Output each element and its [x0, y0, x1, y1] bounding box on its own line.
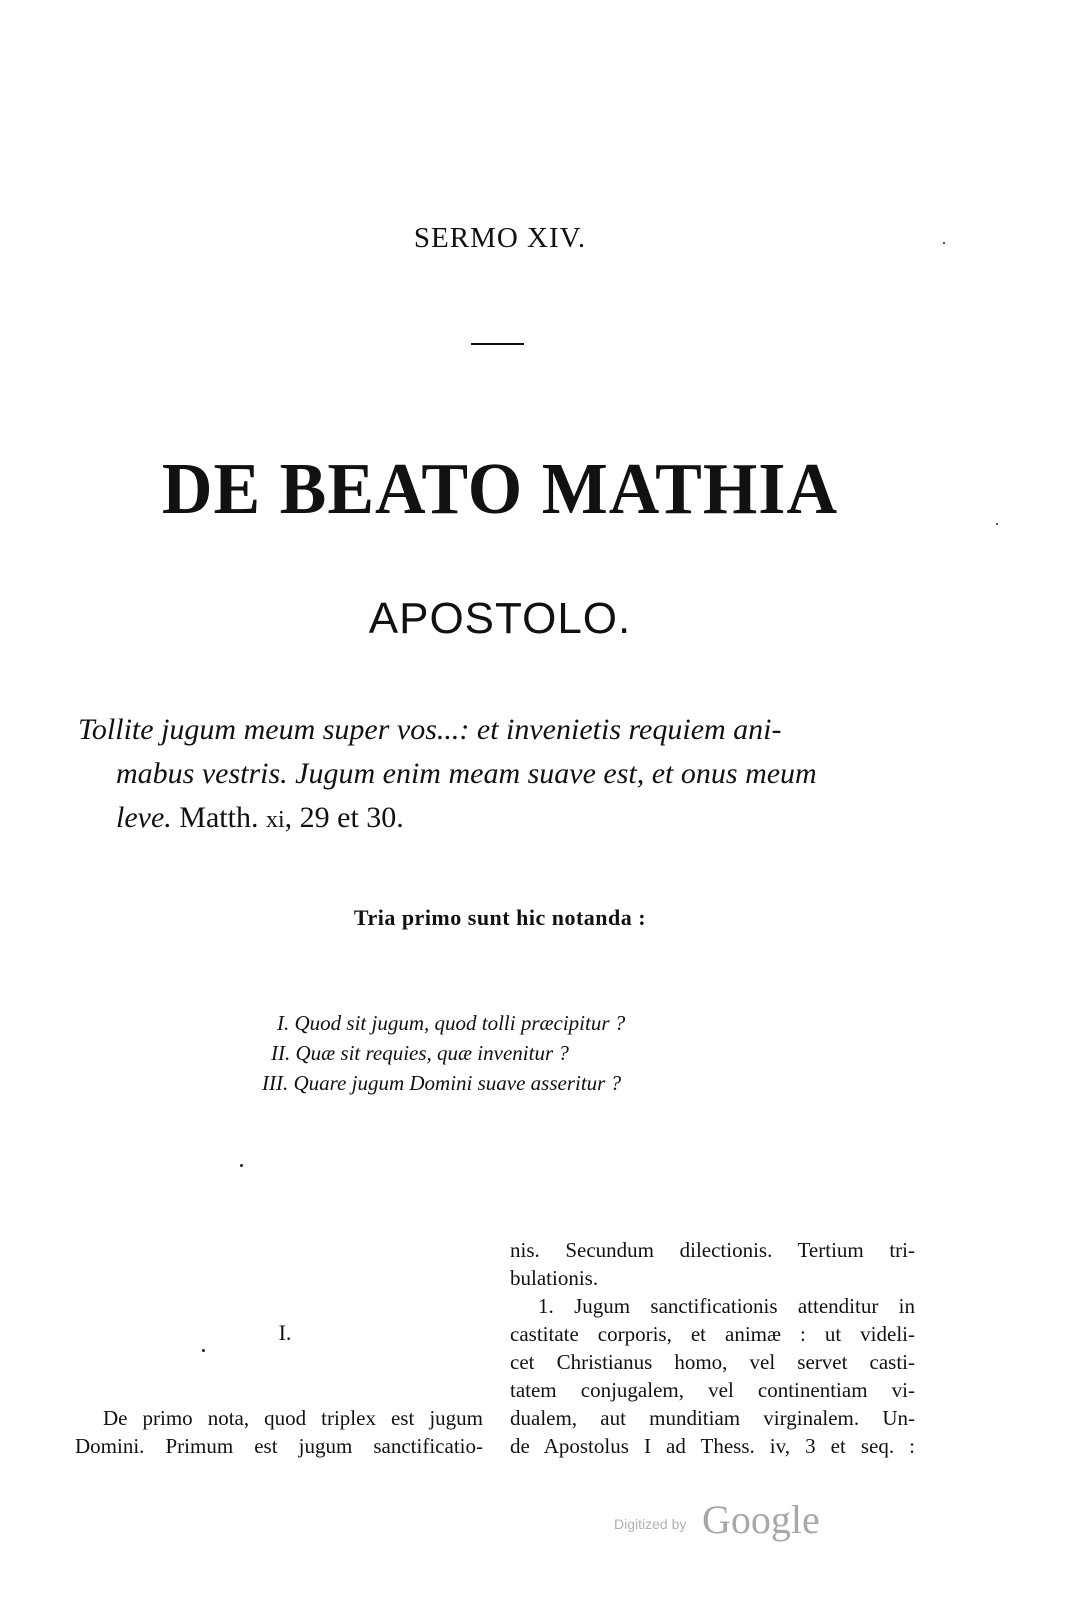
text-line: bulationis.: [510, 1266, 599, 1290]
text-line: nis. Secundum dilectionis. Tertium tri-: [510, 1238, 915, 1262]
scripture-verses: , 29 et 30.: [284, 801, 404, 834]
scripture-reference: Matth.: [171, 801, 266, 834]
epigraph-text: leve.: [116, 801, 172, 834]
left-column: [75, 1404, 483, 1460]
points-list: [0, 1008, 1000, 1098]
scan-speck: [240, 1164, 243, 1167]
scan-speck: [996, 523, 998, 525]
section-heading: I.: [278, 1320, 292, 1345]
right-column: [510, 1236, 915, 1460]
epigraph: [78, 708, 918, 842]
digitized-watermark: [614, 1498, 854, 1548]
text-line: tatem conjugalem, vel continentiam vi-: [510, 1378, 915, 1402]
text-line: De primo nota, quod triplex est jugum: [103, 1406, 483, 1430]
point-item: II. Quæ sit requies, quæ invenitur ?: [271, 1041, 569, 1065]
epigraph-text: Tollite jugum meum super vos...: et invenietis requiem ani-: [78, 713, 782, 746]
digitized-by-label: Digitized by: [614, 1516, 687, 1532]
divider-rule: [471, 343, 524, 345]
text-line: castitate corporis, et animæ : ut videli-: [510, 1322, 915, 1346]
scan-speck: [202, 1349, 205, 1352]
epigraph-text: mabus vestris. Jugum enim meam suave est, et onus meum: [116, 757, 817, 790]
scan-speck: [943, 242, 945, 244]
epigraph-line: [78, 752, 918, 796]
sermon-number: SERMO XIV.: [413, 222, 587, 254]
point-item: III. Quare jugum Domini suave asseritur ?: [262, 1071, 622, 1095]
google-logo: Google: [702, 1497, 820, 1542]
point-item: I. Quod sit jugum, quod tolli præcipitur ?: [277, 1011, 626, 1035]
text-line: Domini. Primum est jugum sanctificatio-: [75, 1434, 483, 1458]
text-line: dualem, aut munditiam virginalem. Un-: [510, 1406, 915, 1430]
text-line: de Apostolus I ad Thess. iv, 3 et seq. :: [510, 1434, 915, 1458]
text-line: cet Christianus homo, vel servet casti-: [510, 1350, 915, 1374]
page-subtitle: APOSTOLO.: [368, 594, 632, 643]
epigraph-line: [78, 708, 918, 752]
epigraph-line: [78, 796, 918, 842]
text-line: 1. Jugum sanctificationis attenditur in: [538, 1294, 915, 1318]
intro-line: Tria primo sunt hic notanda :: [353, 905, 647, 930]
page-title: DE BEATO MATHIA: [161, 449, 839, 530]
scripture-chapter: xi: [265, 807, 285, 833]
